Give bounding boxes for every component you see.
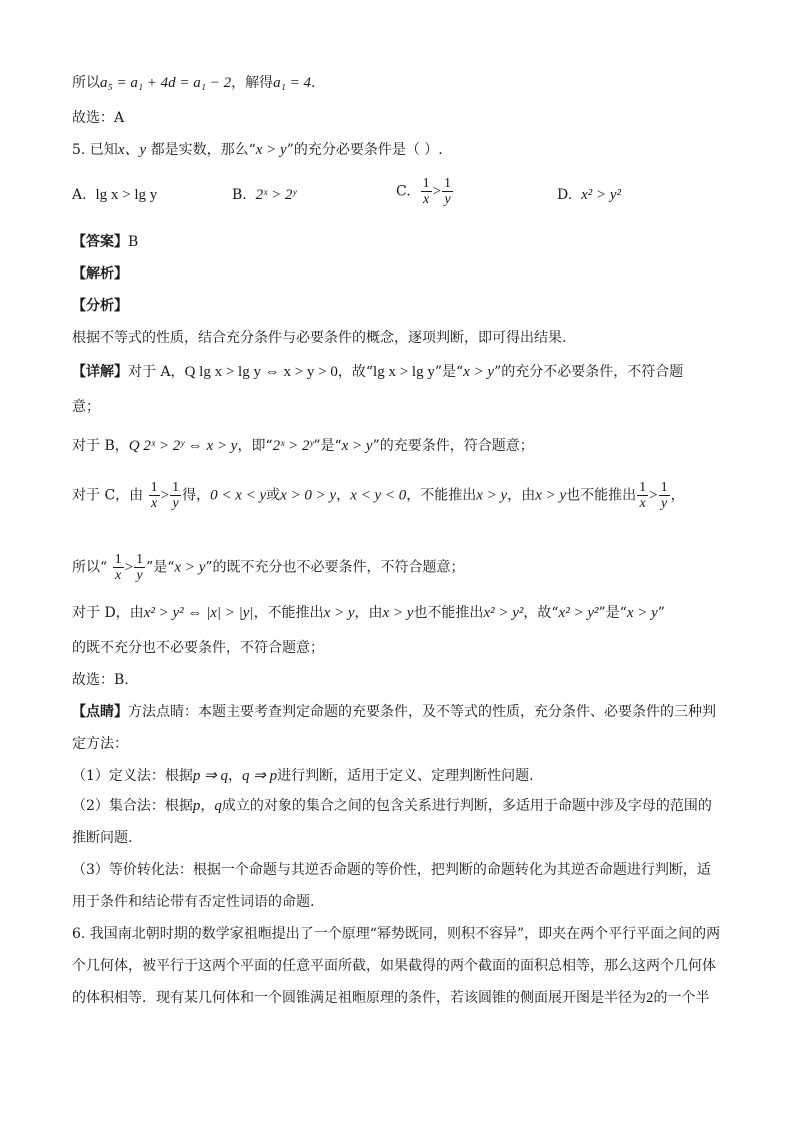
numerator: 1 (422, 176, 430, 191)
option-d (557, 186, 621, 204)
numerator: 1 (114, 552, 122, 567)
math: q ⇒ p (242, 768, 278, 784)
text: ，由 (507, 487, 536, 504)
detail-d-cont: 的既不充分也不必要条件，不符合题意； (72, 640, 324, 656)
text: 方法点睛：本题主要考查判定命题的充要条件，及不等式的性质，充分条件、必要条件的三种判 (128, 704, 716, 720)
math: > (160, 487, 170, 504)
math: 2ˣ > 2ʸ (272, 438, 314, 454)
text: 对于 D，由 (72, 605, 144, 621)
method-3-cont: 用于条件和结论带有否定性词语的命题. (72, 894, 315, 910)
answer-value: B (128, 234, 139, 250)
math: 2 (646, 990, 654, 1006)
detail-b (72, 437, 534, 455)
text: ， (670, 487, 685, 504)
math: x > y (323, 605, 355, 621)
fraction (170, 480, 181, 511)
math: > (124, 559, 134, 576)
fenxi-text: 根据不等式的性质，结合充分条件与必要条件的概念，逐项判断，即可得出结果. (72, 330, 567, 346)
fraction (421, 176, 432, 207)
method-2 (72, 797, 712, 815)
question-5 (72, 141, 443, 159)
math: x > y (174, 559, 206, 576)
text: ， (336, 487, 351, 504)
option-a (72, 186, 157, 204)
math: x、y (117, 142, 147, 158)
math: x > y (463, 364, 495, 380)
fraction (134, 552, 145, 583)
text: 进行判断，适用于定义、定理判断性问题. (277, 768, 534, 784)
denominator: x (639, 496, 646, 511)
math: 0 < x < y (210, 487, 267, 504)
math: > (649, 487, 658, 504)
text: 的一个半 (653, 990, 710, 1006)
text: ”是“ (598, 605, 627, 621)
numerator: 1 (150, 480, 158, 495)
fraction (149, 480, 160, 511)
text: 对于 B， (72, 438, 129, 454)
math: Q lg x > lg y ⇔ x > y > 0 (184, 364, 338, 380)
math: x > y (255, 142, 287, 158)
option-c (396, 176, 454, 207)
text: 的体积相等．现有某几何体和一个圆锥满足祖暅原理的条件，若该圆锥的侧面展开图是半径为 (72, 990, 646, 1006)
text: ”是“ (434, 364, 464, 380)
text: ”是“ (146, 559, 175, 576)
line-choose-b: 故选：B. (72, 672, 129, 688)
dianjing-2: 定方法： (72, 736, 128, 752)
dianjing-tag: 【点睛】 (72, 704, 128, 720)
text: 对于 C，由 (72, 487, 144, 504)
detail-c (72, 480, 685, 511)
fenxi-heading: 【分析】 (72, 298, 128, 314)
text: ”的充要条件，符合题意； (372, 438, 534, 454)
math: p (192, 798, 201, 814)
text: ”的充分必要条件是（ ）. (286, 142, 443, 158)
math: lg x > lg y (95, 187, 158, 203)
fraction (442, 176, 453, 207)
analysis-heading: 【解析】 (72, 266, 128, 282)
option-label: B. (232, 187, 247, 203)
detail-c-conclusion (72, 552, 465, 583)
question-6-line2: 个几何体，被平行于这两个平面的任意平面所截，如果截得的两个截面的面积总相等，那么这两个几何体 (72, 958, 716, 974)
text: 对于 A， (128, 364, 185, 380)
denominator: y (661, 496, 668, 511)
detail-tag: 【详解】 (72, 364, 128, 380)
math: x² > y² (581, 187, 622, 203)
question-6-line1: 6. 我国南北朝时期的数学家祖暅提出了一个原理“幂势既同，则积不容异”，即夹在两个平行平面之间的两 (72, 926, 721, 942)
text: 成立的对象的集合之间的包含关系进行判断，多适用于命题中涉及字母的范围的 (221, 798, 712, 814)
math: x² > y² (483, 605, 524, 621)
text: ，由 (354, 605, 383, 621)
math: x² > y² (558, 605, 599, 621)
text: ，故“ (337, 364, 374, 380)
denominator: x (422, 192, 430, 207)
denominator: y (444, 192, 451, 207)
numerator: 1 (444, 176, 452, 191)
math: lg x > lg y (373, 364, 435, 380)
method-2-cont: 推断问题. (72, 830, 133, 846)
option-b (232, 186, 296, 204)
numerator: 1 (136, 552, 144, 567)
math: x > y (535, 487, 567, 504)
text: ”是“ (313, 438, 342, 454)
text: （2）集合法：根据 (72, 798, 193, 814)
math: x > 0 > y (280, 487, 337, 504)
text: ”的既不充分也不必要条件，不符合题意； (205, 559, 465, 576)
numerator: 1 (172, 480, 180, 495)
math: 2ˣ > 2ʸ (255, 187, 297, 203)
method-3: （3）等价转化法：根据一个命题与其逆否命题的等价性，把判断的命题转化为其逆否命题进行判断，适 (72, 862, 711, 878)
math: a₅ = a₁ + 4d = a₁ − 2 (100, 75, 232, 91)
method-1 (72, 767, 534, 785)
denominator: y (136, 568, 143, 583)
detail-a (72, 363, 683, 381)
text: 也不能推出 (413, 605, 484, 621)
detail-d (72, 604, 665, 622)
text: ，不能推出 (253, 605, 324, 621)
denominator: y (172, 496, 179, 511)
text: ，即“ (237, 438, 273, 454)
math: x² > y² ⇔ |x| > |y| (143, 605, 254, 621)
question-6-line3 (72, 989, 710, 1007)
text: 都是实数，那么“ (146, 142, 256, 158)
text: 也不能推出 (566, 487, 637, 504)
line-a5-solve (72, 74, 315, 92)
fraction (113, 552, 124, 583)
math: x > y (476, 487, 508, 504)
fraction (659, 480, 670, 511)
text: . (310, 75, 316, 91)
numerator: 1 (660, 480, 668, 495)
math: x > y (626, 605, 658, 621)
text: ，故“ (523, 605, 559, 621)
text: ，解得 (231, 75, 274, 91)
math: a₁ = 4 (273, 75, 311, 91)
math: x < y < 0 (350, 487, 407, 504)
text: 所以“ (72, 559, 108, 576)
denominator: x (115, 568, 122, 583)
text: ”的充分不必要条件，不符合题 (494, 364, 684, 380)
math: x > y (341, 438, 373, 454)
fraction (637, 480, 648, 511)
math: > (432, 183, 442, 200)
text: 所以 (72, 75, 100, 91)
text: ， (200, 798, 215, 814)
text: 5. 已知 (72, 142, 118, 158)
detail-a-cont: 意； (72, 399, 100, 415)
text: ” (657, 605, 665, 621)
math: x > y (382, 605, 414, 621)
math: Q 2ˣ > 2ʸ ⇔ x > y (128, 438, 238, 454)
answer-tag: 【答案】 (72, 234, 128, 250)
text: 得， (182, 487, 211, 504)
option-label: A. (72, 187, 87, 203)
text: 或 (266, 487, 281, 504)
dianjing-1 (72, 703, 716, 721)
math: q (214, 798, 222, 814)
text: ， (228, 768, 242, 784)
math: p ⇒ q (192, 768, 228, 784)
text: （1）定义法：根据 (72, 768, 193, 784)
answer-line (72, 233, 138, 251)
option-label: D. (557, 187, 573, 203)
numerator: 1 (639, 480, 647, 495)
text: ，不能推出 (406, 487, 477, 504)
line-choose-a: 故选：A (72, 110, 125, 126)
denominator: x (151, 496, 158, 511)
option-label: C. (396, 183, 411, 200)
